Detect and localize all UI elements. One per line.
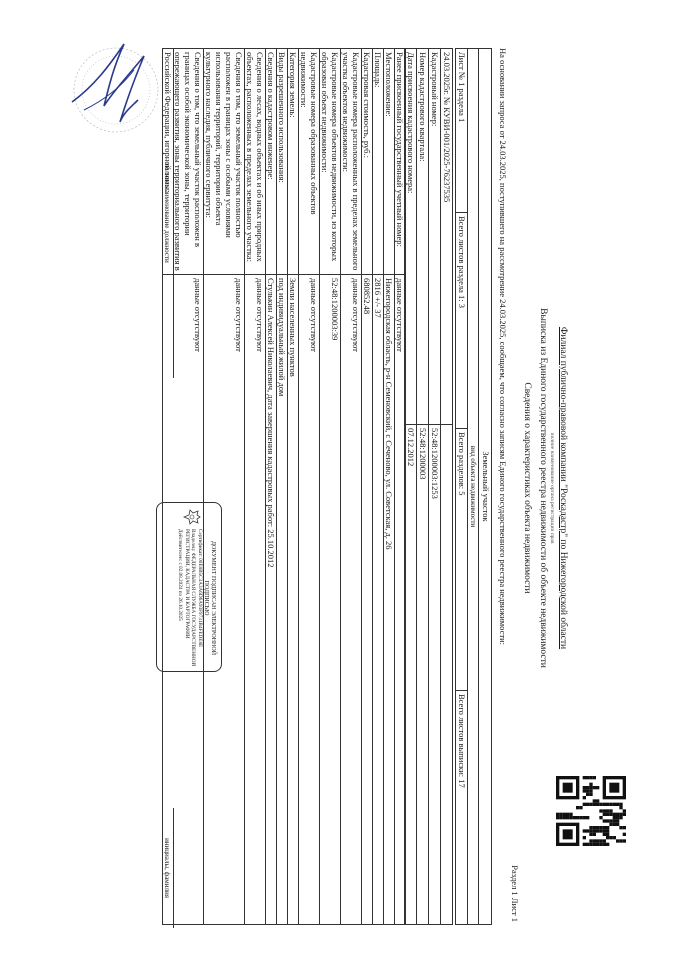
row-value: Нижегородская область, р-н Семеновский, с Сеченово, ул. Советская, д. 26 — [384, 275, 395, 925]
object-type: Земельный участок — [479, 49, 492, 925]
row-value: Земли населенных пунктов — [288, 275, 299, 925]
characteristic-row — [362, 49, 373, 925]
id-row — [441, 49, 453, 925]
characteristic-row — [320, 49, 341, 925]
request-basis: На основании запроса от 24.03.2025, поступившего на рассмотрение 24.03.2025, сообщаем, что согласно записям Единого государственного реестра недвижимости: — [498, 48, 508, 645]
object-type-caption: вид объекта недвижимости — [468, 49, 479, 925]
row-value: данные отсутствуют — [204, 275, 245, 925]
row-label: Местоположение: — [384, 49, 395, 275]
row-value: 680852.48 — [362, 275, 373, 925]
id-row — [405, 49, 417, 925]
row-value: под индивидуальный жилой дом — [277, 275, 288, 925]
sections-total: Всего разделов: 5 — [456, 429, 468, 691]
rotated-document — [136, 48, 576, 928]
row-label: Кадастровые номера объектов недвижимости, из которых образован объект недвижимости: — [320, 49, 341, 275]
section-label: Раздел 1 Лист 1 — [510, 865, 520, 922]
characteristic-row — [266, 49, 277, 925]
position-caption: полное наименование должности — [163, 48, 174, 378]
id-row — [417, 49, 429, 925]
row-value: данные отсутствуют — [299, 275, 320, 925]
row-value: 2816 +/- 37 — [373, 275, 384, 925]
row-value: данные отсутствуют — [163, 275, 204, 925]
coat-of-arms-icon — [183, 509, 201, 525]
stamp-validity: Действителен: с 02.08.2024 по 26.10.2025 — [177, 529, 184, 621]
name-caption: инициалы, фамилия — [163, 808, 174, 928]
stamp-certificate: Сертификат: 00E8B5C3A3A6D6A93F9731B4FEDE8E — [197, 529, 203, 648]
row-value: 07.12.2012 — [405, 425, 417, 925]
sheet-number: Лист № 1 раздела 1 — [456, 49, 468, 213]
row-value: Стулькин Алексей Николаевич, дата завершения кадастровых работ: 25.10.2012 — [266, 275, 277, 925]
row-label: Кадастровые номера образованных объектов недвижимости: — [299, 49, 320, 275]
row-label: Кадастровые номера расположенных в пределах земельного участка объектов недвижимости: — [341, 49, 362, 275]
characteristic-row — [299, 49, 320, 925]
document-subtitle: Сведения о характеристиках объекта недвижимости — [522, 382, 532, 594]
row-label: 24.03.2025г. № КУВИ-001/2025-76237535 — [441, 49, 453, 425]
characteristic-row — [277, 49, 288, 925]
row-label: Сведения о том, что земельный участок полностью расположен в границах зоны с особыми условиями использования территорий, территории объекта культурного наследия, публичного сервитута: — [204, 49, 245, 275]
issuer-title: Филиал публично-правовой компании "Роскадастр" по Нижегородской области — [558, 326, 568, 650]
id-row — [429, 49, 441, 925]
sheets-total: Всего листов выписки: 17 — [456, 691, 468, 925]
row-value: 52:48:1200003:1253 — [429, 425, 441, 925]
characteristics-table — [162, 48, 406, 925]
row-label: Ранее присвоенный государственный учетный номер: — [395, 49, 406, 275]
characteristic-row — [245, 49, 266, 925]
row-value: 52:48:1200003 — [417, 425, 429, 925]
row-value: данные отсутствуют — [245, 275, 266, 925]
characteristic-row — [373, 49, 384, 925]
row-value: данные отсутствуют — [341, 275, 362, 925]
row-label: Сведения о кадастровом инженере: — [266, 49, 277, 275]
stamp-owner: Владелец: ФЕДЕРАЛЬНАЯ СЛУЖБА ГОСУДАРСТВЕННОЙ — [190, 529, 197, 667]
characteristic-row — [384, 49, 395, 925]
meta-table — [455, 48, 492, 925]
row-value: данные отсутствуют — [395, 275, 406, 925]
id-table — [404, 48, 453, 925]
row-label: Номер кадастрового квартала: — [417, 49, 429, 425]
characteristic-row — [395, 49, 406, 925]
row-label: Кадастровая стоимость, руб.: — [362, 49, 373, 275]
row-label: Виды разрешенного использования: — [277, 49, 288, 275]
row-label: Категория земель: — [288, 49, 299, 275]
row-label: Площадь: — [373, 49, 384, 275]
stamp-owner-cont: РЕГИСТРАЦИИ, КАДАСТРА И КАРТОГРАФИИ — [184, 529, 190, 639]
characteristic-row — [288, 49, 299, 925]
electronic-signature-stamp — [156, 502, 222, 672]
sheets-in-section: Всего листов раздела 1: 3 — [456, 213, 468, 429]
document-title: Выписка из Единого государственного реестра недвижимости об объекте недвижимости — [538, 308, 548, 668]
issuer-caption: полное наименование органа регистрации прав — [549, 432, 555, 544]
stamp-title: ДОКУМЕНТ ПОДПИСАН ЭЛЕКТРОННОЙ ПОДПИСЬЮ — [203, 540, 216, 656]
characteristic-row — [204, 49, 245, 925]
row-value: 52:48:1200003:39 — [320, 275, 341, 925]
row-value — [441, 425, 453, 925]
row-label: Сведения о том, что земельный участок расположен в границах особой экономической зоны, территории опережающего развития, зоны территориального развития в Российской Федерации, игорной зоны: — [163, 49, 204, 275]
row-label: Сведения о лесах, водных объектах и об иных природных объектах, расположенных в пределах земельного участка: — [245, 49, 266, 275]
row-label: Дата присвоения кадастрового номера: — [405, 49, 417, 425]
row-label: Кадастровый номер: — [429, 49, 441, 425]
characteristic-row — [341, 49, 362, 925]
